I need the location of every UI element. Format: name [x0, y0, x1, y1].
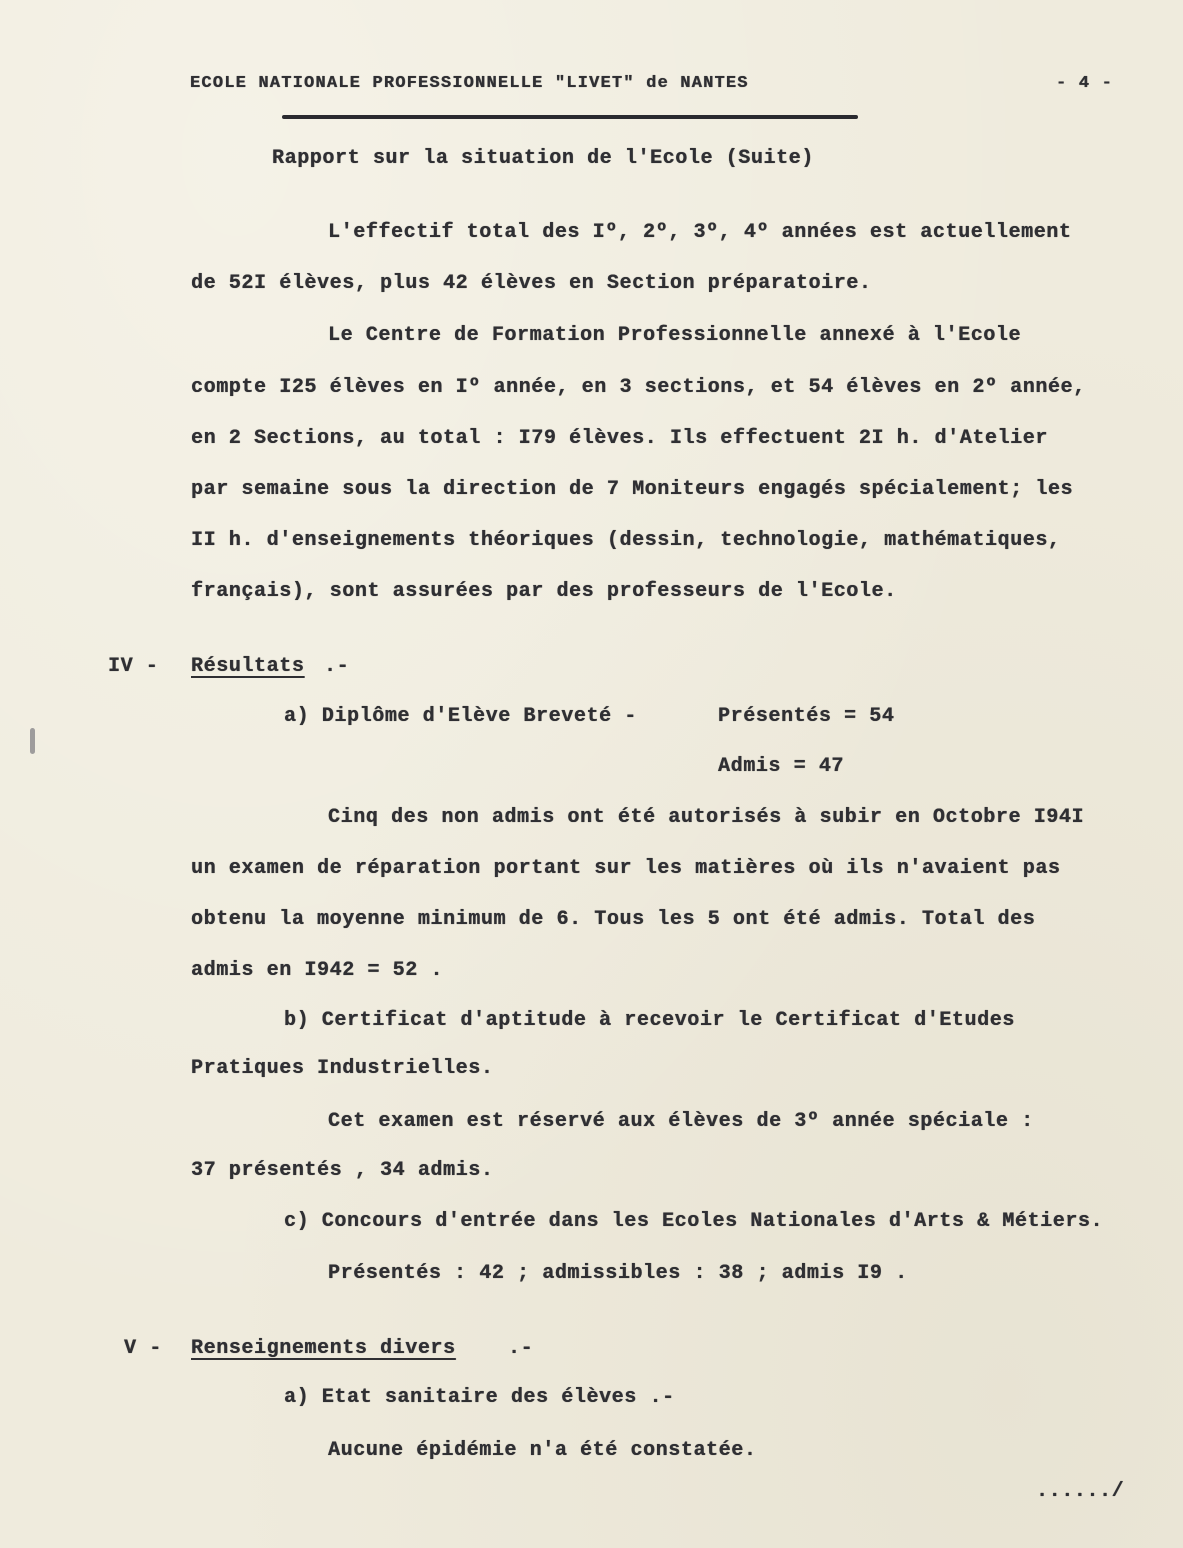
school-title: ECOLE NATIONALE PROFESSIONNELLE "LIVET" de NANTES: [190, 74, 749, 93]
paragraph-line: II h. d'enseignements théoriques (dessin, technologie, mathématiques,: [191, 529, 1061, 552]
paragraph-line: Pratiques Industrielles.: [191, 1057, 494, 1080]
paragraph-line: Présentés : 42 ; admissibles : 38 ; admis I9 .: [328, 1262, 908, 1285]
stat-admitted: Admis = 47: [718, 755, 845, 778]
section-title-suffix: .-: [508, 1337, 534, 1360]
paragraph-line: obtenu la moyenne minimum de 6. Tous les 5 ont été admis. Total des: [191, 908, 1036, 931]
item-label: b) Certificat d'aptitude à recevoir le Certificat d'Etudes: [284, 1009, 1015, 1032]
section-title: Renseignements divers: [191, 1337, 456, 1360]
section-title: Résultats: [191, 655, 305, 678]
item-label: c) Concours d'entrée dans les Ecoles Nationales d'Arts & Métiers.: [284, 1210, 1104, 1233]
paragraph-line: Le Centre de Formation Professionnelle annexé à l'Ecole: [328, 324, 1022, 347]
paragraph-line: admis en I942 = 52 .: [191, 959, 444, 982]
paragraph-line: L'effectif total des Iº, 2º, 3º, 4º années est actuellement: [328, 221, 1072, 244]
section-title-suffix: .-: [324, 655, 350, 678]
ink-smudge: [30, 728, 35, 754]
paragraph-line: Aucune épidémie n'a été constatée.: [328, 1439, 757, 1462]
paragraph-line: Cet examen est réservé aux élèves de 3º année spéciale :: [328, 1110, 1034, 1133]
paragraph-line: en 2 Sections, au total : I79 élèves. Ils effectuent 2I h. d'Atelier: [191, 427, 1048, 450]
paragraph-line: compte I25 élèves en Iº année, en 3 sections, et 54 élèves en 2º année,: [191, 376, 1086, 399]
stat-presented: Présentés = 54: [718, 705, 895, 728]
page-number: - 4 -: [1056, 74, 1114, 93]
item-label: a) Diplôme d'Elève Breveté -: [284, 705, 637, 728]
continuation-mark: ....../: [1036, 1480, 1125, 1503]
paragraph-line: de 52I élèves, plus 42 élèves en Section préparatoire.: [191, 272, 872, 295]
section-numeral: V -: [124, 1337, 162, 1360]
paragraph-line: Cinq des non admis ont été autorisés à subir en Octobre I94I: [328, 806, 1085, 829]
item-label: a) Etat sanitaire des élèves .-: [284, 1386, 675, 1409]
paragraph-line: un examen de réparation portant sur les matières où ils n'avaient pas: [191, 857, 1061, 880]
section-numeral: IV -: [108, 655, 159, 678]
report-subtitle: Rapport sur la situation de l'Ecole (Suite): [272, 147, 814, 170]
paragraph-line: 37 présentés , 34 admis.: [191, 1159, 494, 1182]
header-rule: [282, 115, 858, 119]
paragraph-line: français), sont assurées par des professeurs de l'Ecole.: [191, 580, 897, 603]
paragraph-line: par semaine sous la direction de 7 Moniteurs engagés spécialement; les: [191, 478, 1074, 501]
